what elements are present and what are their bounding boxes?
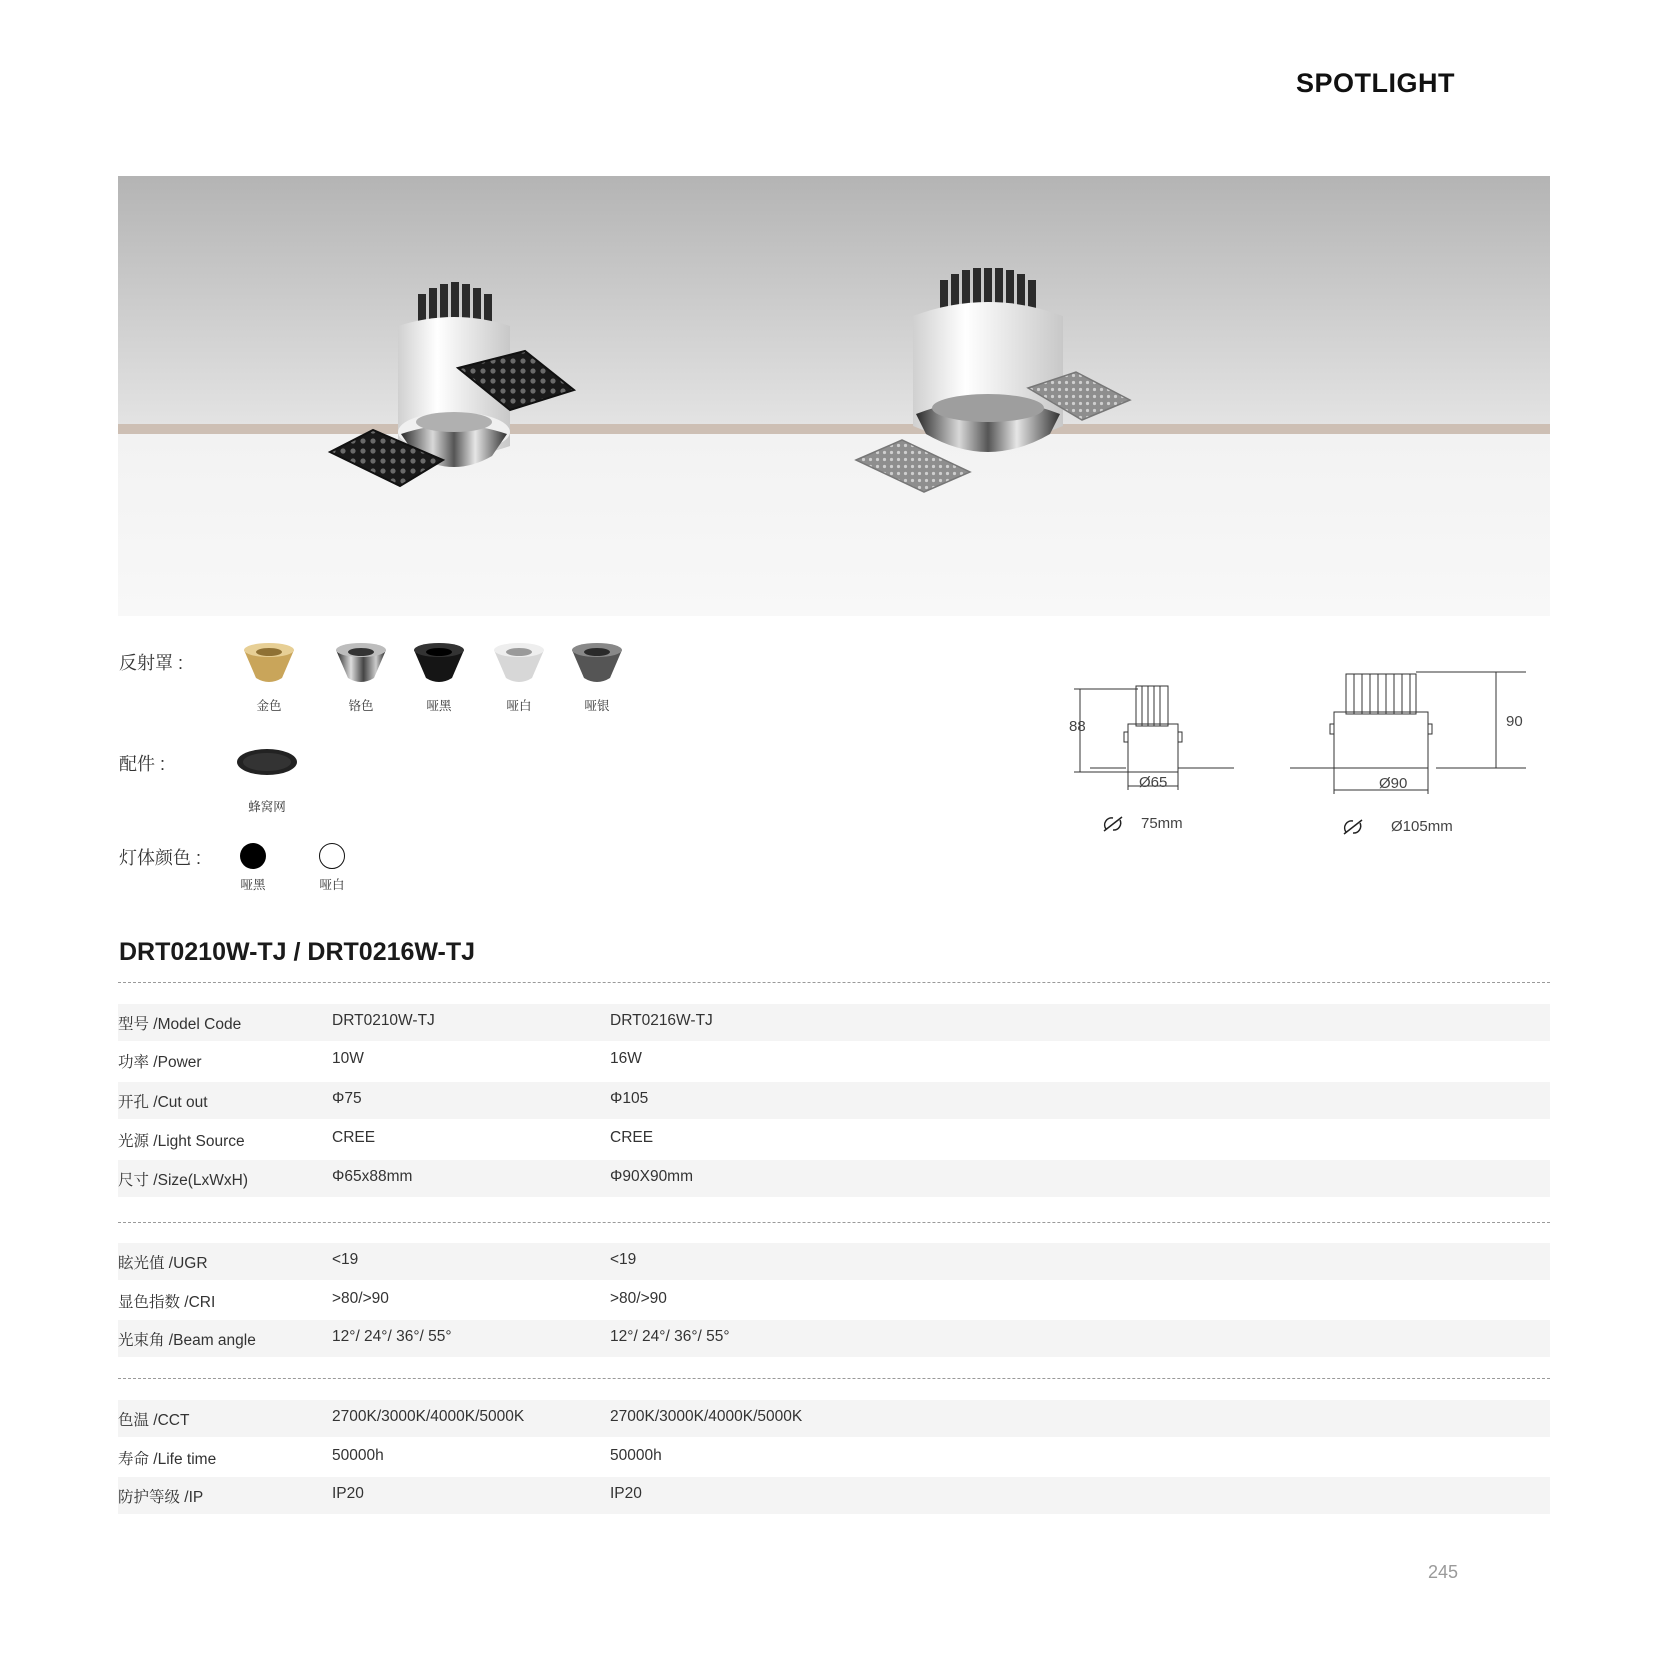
spec-label: 眩光值 /UGR xyxy=(118,1255,208,1272)
body-color-label: 灯体颜色 : xyxy=(119,848,202,868)
spec-value-a: DRT0210W-TJ xyxy=(332,1012,435,1029)
spec-label: 尺寸 /Size(LxWxH) xyxy=(118,1172,249,1189)
spec-value-b: 50000h xyxy=(610,1447,662,1464)
spec-label: 开孔 /Cut out xyxy=(118,1094,208,1111)
divider xyxy=(118,982,1550,983)
spec-value-a: >80/>90 xyxy=(332,1290,389,1307)
reflector-swatch-matte-white xyxy=(492,640,546,691)
spec-label: 光源 /Light Source xyxy=(118,1133,245,1150)
spec-label: 显色指数 /CRI xyxy=(118,1294,216,1311)
large-drawing-height: 90 xyxy=(1506,713,1523,730)
spec-row xyxy=(118,1282,1550,1319)
accessory-label: 配件 : xyxy=(119,754,166,774)
spec-row xyxy=(118,1400,1550,1437)
spec-value-b: 16W xyxy=(610,1050,642,1067)
spec-label: 防护等级 /IP xyxy=(118,1489,204,1506)
cutout-icon xyxy=(1102,815,1124,838)
spec-value-b: <19 xyxy=(610,1251,637,1268)
spec-label: 功率 /Power xyxy=(118,1054,202,1071)
model-title: DRT0210W-TJ / DRT0216W-TJ xyxy=(119,938,476,966)
spec-row xyxy=(118,1042,1550,1079)
spec-row xyxy=(118,1439,1550,1476)
reflector-caption-matte-black: 哑黑 xyxy=(426,699,452,713)
small-drawing-cutout: 75mm xyxy=(1141,815,1183,832)
spec-value-b: Φ105 xyxy=(610,1090,649,1107)
spec-label: 寿命 /Life time xyxy=(118,1451,217,1468)
spec-value-b: IP20 xyxy=(610,1485,642,1502)
spec-value-a: IP20 xyxy=(332,1485,364,1502)
spec-label: 光束角 /Beam angle xyxy=(118,1332,256,1349)
spec-value-b: 12°/ 24°/ 36°/ 55° xyxy=(610,1328,730,1345)
reflector-swatch-matte-silver xyxy=(570,640,624,691)
spec-row xyxy=(118,1121,1550,1158)
body-color-black-swatch xyxy=(240,843,266,869)
spec-value-b: Φ90X90mm xyxy=(610,1168,694,1185)
large-drawing-diameter: Ø90 xyxy=(1379,775,1408,792)
body-color-caption-black: 哑黑 xyxy=(240,878,266,892)
reflector-swatch-matte-black xyxy=(412,640,466,691)
dimension-drawing-large xyxy=(1290,664,1530,809)
spec-value-b: >80/>90 xyxy=(610,1290,667,1307)
spec-label: 色温 /CCT xyxy=(118,1412,190,1429)
small-drawing-height: 88 xyxy=(1069,718,1086,735)
small-drawing-diameter: Ø65 xyxy=(1139,774,1168,791)
large-drawing-cutout: Ø105mm xyxy=(1391,818,1453,835)
spec-value-b: DRT0216W-TJ xyxy=(610,1012,713,1029)
spec-label: 型号 /Model Code xyxy=(118,1016,242,1033)
spec-value-b: 2700K/3000K/4000K/5000K xyxy=(610,1408,803,1425)
product-hero-image xyxy=(118,176,1550,616)
spec-value-a: 10W xyxy=(332,1050,364,1067)
spec-value-a: 12°/ 24°/ 36°/ 55° xyxy=(332,1328,452,1345)
spec-row xyxy=(118,1477,1550,1514)
reflector-swatch-gold xyxy=(242,640,296,691)
spec-row xyxy=(118,1082,1550,1119)
reflector-caption-gold: 金色 xyxy=(256,699,282,713)
reflector-caption-matte-white: 哑白 xyxy=(506,699,532,713)
page-header-title: SPOTLIGHT xyxy=(1296,68,1455,98)
spec-row xyxy=(118,1004,1550,1041)
spec-value-a: <19 xyxy=(332,1251,359,1268)
cutout-icon xyxy=(1342,818,1364,841)
reflector-label: 反射罩 : xyxy=(119,653,184,673)
spec-row xyxy=(118,1320,1550,1357)
spec-value-b: CREE xyxy=(610,1129,654,1146)
spec-value-a: Φ65x88mm xyxy=(332,1168,413,1185)
spec-value-a: 50000h xyxy=(332,1447,384,1464)
reflector-caption-chrome: 铬色 xyxy=(348,699,374,713)
reflector-swatch-chrome xyxy=(334,640,388,691)
accessory-caption-honeycomb: 蜂窝网 xyxy=(248,800,286,814)
page-number: 245 xyxy=(1427,1562,1458,1582)
spec-row xyxy=(118,1160,1550,1197)
spec-value-a: Φ75 xyxy=(332,1090,362,1107)
spec-row xyxy=(118,1243,1550,1280)
honeycomb-grid-icon xyxy=(236,748,298,781)
divider xyxy=(118,1378,1550,1379)
spec-value-a: 2700K/3000K/4000K/5000K xyxy=(332,1408,525,1425)
body-color-white-swatch xyxy=(319,843,345,869)
reflector-caption-matte-silver: 哑银 xyxy=(584,699,610,713)
body-color-caption-white: 哑白 xyxy=(319,878,345,892)
divider xyxy=(118,1222,1550,1223)
spec-value-a: CREE xyxy=(332,1129,376,1146)
